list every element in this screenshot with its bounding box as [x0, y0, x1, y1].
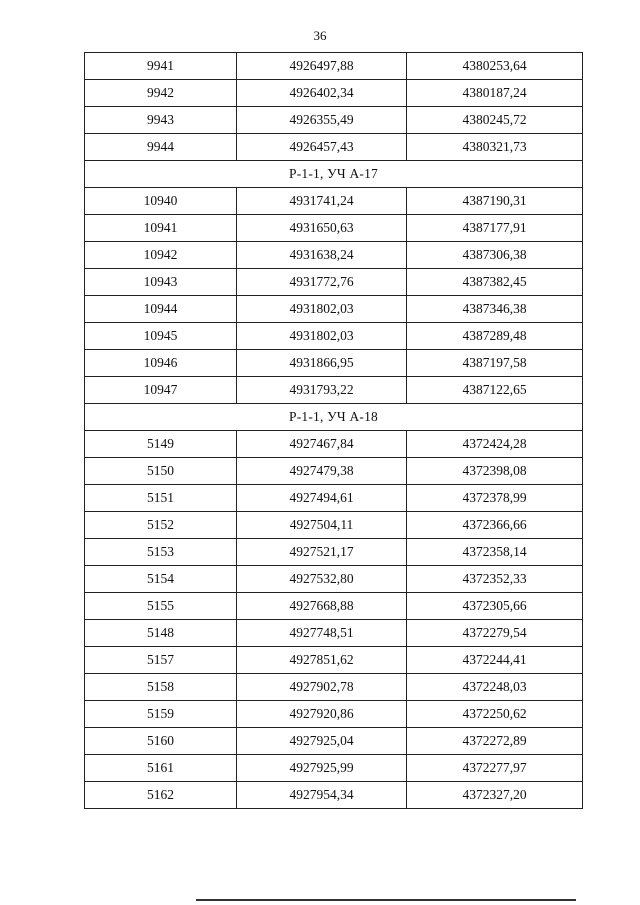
table-row	[85, 593, 583, 620]
coordinates-table	[84, 52, 583, 809]
x-coordinate-cell: 4931741,24	[237, 188, 407, 215]
x-coordinate-cell: 4927851,62	[237, 647, 407, 674]
point-number-cell: 5148	[85, 620, 237, 647]
point-number-cell: 5160	[85, 728, 237, 755]
table-row	[85, 485, 583, 512]
section-title: Р-1-1, УЧ А-18	[85, 404, 583, 431]
table-row	[85, 377, 583, 404]
x-coordinate-cell: 4927920,86	[237, 701, 407, 728]
y-coordinate-cell: 4387190,31	[407, 188, 583, 215]
point-number-cell: 5150	[85, 458, 237, 485]
point-number-cell: 9943	[85, 107, 237, 134]
point-number-cell: 10945	[85, 323, 237, 350]
point-number-cell: 9941	[85, 53, 237, 80]
x-coordinate-cell: 4926402,34	[237, 80, 407, 107]
point-number-cell: 10941	[85, 215, 237, 242]
point-number-cell: 10946	[85, 350, 237, 377]
table-row	[85, 755, 583, 782]
table-row	[85, 107, 583, 134]
table-row	[85, 134, 583, 161]
y-coordinate-cell: 4387346,38	[407, 296, 583, 323]
point-number-cell: 5155	[85, 593, 237, 620]
x-coordinate-cell: 4927925,99	[237, 755, 407, 782]
x-coordinate-cell: 4927925,04	[237, 728, 407, 755]
x-coordinate-cell: 4931802,03	[237, 296, 407, 323]
y-coordinate-cell: 4372250,62	[407, 701, 583, 728]
x-coordinate-cell: 4931793,22	[237, 377, 407, 404]
y-coordinate-cell: 4380253,64	[407, 53, 583, 80]
y-coordinate-cell: 4387306,38	[407, 242, 583, 269]
point-number-cell: 10940	[85, 188, 237, 215]
table-row	[85, 215, 583, 242]
x-coordinate-cell: 4926355,49	[237, 107, 407, 134]
y-coordinate-cell: 4372378,99	[407, 485, 583, 512]
table-row	[85, 242, 583, 269]
x-coordinate-cell: 4927532,80	[237, 566, 407, 593]
table-row	[85, 620, 583, 647]
y-coordinate-cell: 4372244,41	[407, 647, 583, 674]
point-number-cell: 5152	[85, 512, 237, 539]
point-number-cell: 5151	[85, 485, 237, 512]
point-number-cell: 10943	[85, 269, 237, 296]
point-number-cell: 10942	[85, 242, 237, 269]
y-coordinate-cell: 4387197,58	[407, 350, 583, 377]
table-row	[85, 539, 583, 566]
table-row	[85, 431, 583, 458]
y-coordinate-cell: 4380245,72	[407, 107, 583, 134]
table-row	[85, 53, 583, 80]
y-coordinate-cell: 4372279,54	[407, 620, 583, 647]
page-number: 36	[313, 28, 327, 43]
x-coordinate-cell: 4927902,78	[237, 674, 407, 701]
point-number-cell: 9944	[85, 134, 237, 161]
section-title: Р-1-1, УЧ А-17	[85, 161, 583, 188]
x-coordinate-cell: 4931802,03	[237, 323, 407, 350]
point-number-cell: 5153	[85, 539, 237, 566]
table-row	[85, 188, 583, 215]
y-coordinate-cell: 4372358,14	[407, 539, 583, 566]
y-coordinate-cell: 4372366,66	[407, 512, 583, 539]
point-number-cell: 5161	[85, 755, 237, 782]
x-coordinate-cell: 4931772,76	[237, 269, 407, 296]
x-coordinate-cell: 4927748,51	[237, 620, 407, 647]
table-row	[85, 512, 583, 539]
point-number-cell: 5149	[85, 431, 237, 458]
point-number-cell: 10947	[85, 377, 237, 404]
point-number-cell: 5158	[85, 674, 237, 701]
table-row	[85, 350, 583, 377]
coordinates-table-body	[85, 53, 583, 809]
table-row	[85, 782, 583, 809]
y-coordinate-cell: 4372327,20	[407, 782, 583, 809]
x-coordinate-cell: 4927504,11	[237, 512, 407, 539]
table-row	[85, 701, 583, 728]
y-coordinate-cell: 4372277,97	[407, 755, 583, 782]
x-coordinate-cell: 4931638,24	[237, 242, 407, 269]
y-coordinate-cell: 4372352,33	[407, 566, 583, 593]
y-coordinate-cell: 4387122,65	[407, 377, 583, 404]
y-coordinate-cell: 4380187,24	[407, 80, 583, 107]
x-coordinate-cell: 4927494,61	[237, 485, 407, 512]
point-number-cell: 5157	[85, 647, 237, 674]
table-row	[85, 458, 583, 485]
point-number-cell: 5159	[85, 701, 237, 728]
x-coordinate-cell: 4926457,43	[237, 134, 407, 161]
bottom-divider	[196, 899, 576, 901]
y-coordinate-cell: 4372272,89	[407, 728, 583, 755]
point-number-cell: 10944	[85, 296, 237, 323]
table-row	[85, 674, 583, 701]
y-coordinate-cell: 4372248,03	[407, 674, 583, 701]
x-coordinate-cell: 4931650,63	[237, 215, 407, 242]
x-coordinate-cell: 4927954,34	[237, 782, 407, 809]
table-row	[85, 80, 583, 107]
table-row	[85, 647, 583, 674]
x-coordinate-cell: 4927668,88	[237, 593, 407, 620]
table-row	[85, 566, 583, 593]
point-number-cell: 9942	[85, 80, 237, 107]
x-coordinate-cell: 4927521,17	[237, 539, 407, 566]
x-coordinate-cell: 4927479,38	[237, 458, 407, 485]
table-row	[85, 728, 583, 755]
y-coordinate-cell: 4372424,28	[407, 431, 583, 458]
table-row	[85, 323, 583, 350]
table-row	[85, 269, 583, 296]
section-header-row	[85, 404, 583, 431]
section-header-row	[85, 161, 583, 188]
y-coordinate-cell: 4372305,66	[407, 593, 583, 620]
point-number-cell: 5154	[85, 566, 237, 593]
y-coordinate-cell: 4372398,08	[407, 458, 583, 485]
y-coordinate-cell: 4387382,45	[407, 269, 583, 296]
table-row	[85, 296, 583, 323]
y-coordinate-cell: 4387177,91	[407, 215, 583, 242]
y-coordinate-cell: 4387289,48	[407, 323, 583, 350]
y-coordinate-cell: 4380321,73	[407, 134, 583, 161]
x-coordinate-cell: 4927467,84	[237, 431, 407, 458]
x-coordinate-cell: 4931866,95	[237, 350, 407, 377]
x-coordinate-cell: 4926497,88	[237, 53, 407, 80]
point-number-cell: 5162	[85, 782, 237, 809]
